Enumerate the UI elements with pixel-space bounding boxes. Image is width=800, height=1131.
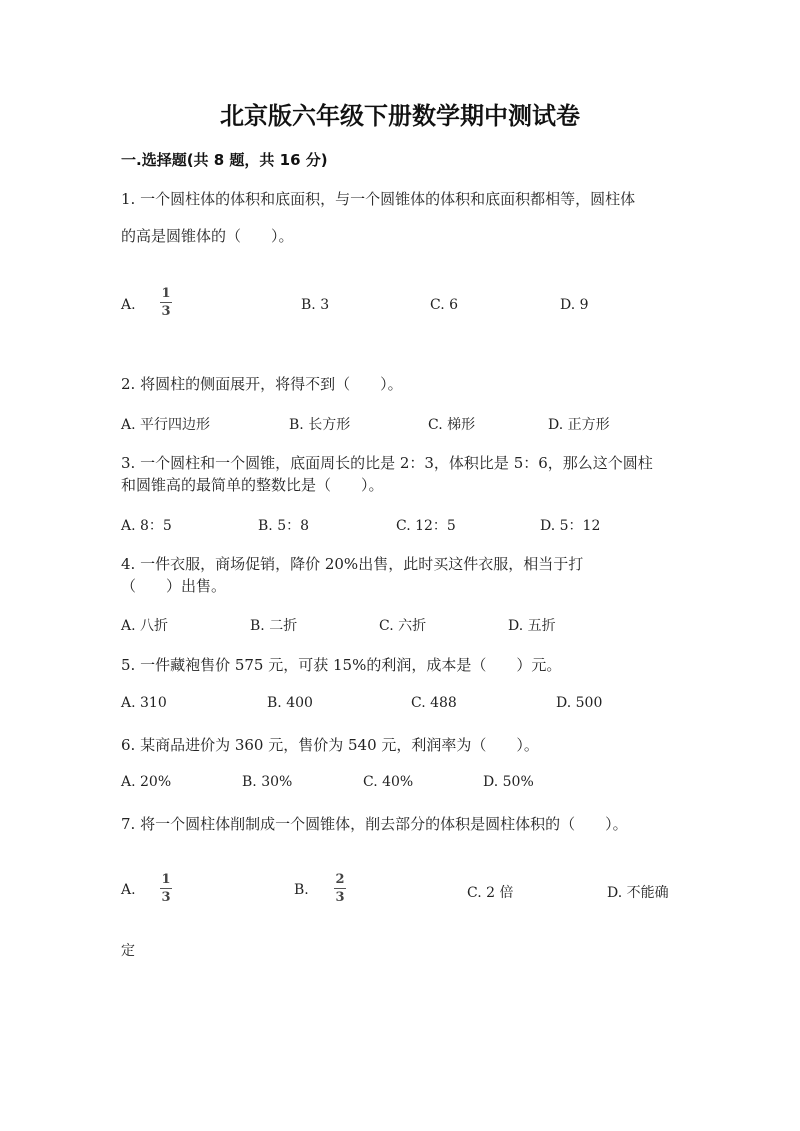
q1-option-c[interactable]: C. 6 bbox=[430, 297, 459, 313]
q6-option-a[interactable]: A. 20% bbox=[121, 774, 172, 790]
q7-option-b-fraction[interactable] bbox=[334, 873, 346, 904]
q3-option-d[interactable]: D. 5：12 bbox=[540, 518, 601, 534]
q1-fraction-denominator: 3 bbox=[161, 304, 171, 319]
q1-option-a-label[interactable]: A. bbox=[121, 297, 136, 313]
question-4-line-2: （ ）出售。 bbox=[121, 577, 227, 595]
page-title: 北京版六年级下册数学期中测试卷 bbox=[220, 102, 580, 130]
q7-option-d-continuation: 定 bbox=[121, 943, 135, 959]
q7-option-c[interactable]: C. 2 倍 bbox=[467, 885, 514, 901]
fraction-bar bbox=[160, 302, 172, 303]
q2-option-d[interactable]: D. 正方形 bbox=[548, 417, 610, 433]
q4-option-b[interactable]: B. 二折 bbox=[250, 618, 298, 634]
question-5-line-1: 5. 一件藏袍售价 575 元，可获 15%的利润，成本是（ ）元。 bbox=[121, 656, 562, 674]
q4-option-c[interactable]: C. 六折 bbox=[379, 618, 427, 634]
q2-option-b[interactable]: B. 长方形 bbox=[289, 417, 351, 433]
question-1-line-2: 的高是圆锥体的（ ）。 bbox=[121, 227, 294, 245]
question-3-line-1: 3. 一个圆柱和一个圆锥，底面周长的比是 2：3，体积比是 5：6，那么这个圆柱 bbox=[121, 454, 653, 472]
question-4-line-1: 4. 一件衣服，商场促销，降价 20%出售，此时买这件衣服，相当于打 bbox=[121, 555, 584, 573]
q4-option-d[interactable]: D. 五折 bbox=[508, 618, 556, 634]
fraction-bar bbox=[334, 888, 346, 889]
section-heading: 一.选择题(共 8 题，共 16 分) bbox=[121, 151, 328, 169]
q5-option-a[interactable]: A. 310 bbox=[121, 695, 167, 711]
q6-option-c[interactable]: C. 40% bbox=[363, 774, 414, 790]
q7-option-d[interactable]: D. 不能确 bbox=[607, 885, 669, 901]
q7a-fraction-denominator: 3 bbox=[161, 890, 171, 905]
q6-option-d[interactable]: D. 50% bbox=[483, 774, 534, 790]
q3-option-a[interactable]: A. 8：5 bbox=[121, 518, 172, 534]
q5-option-d[interactable]: D. 500 bbox=[556, 695, 603, 711]
q6-option-b[interactable]: B. 30% bbox=[242, 774, 293, 790]
question-6-line-1: 6. 某商品进价为 360 元，售价为 540 元，利润率为（ ）。 bbox=[121, 736, 539, 754]
q7b-fraction-numerator: 2 bbox=[335, 872, 345, 887]
fraction-bar bbox=[160, 888, 172, 889]
q3-option-c[interactable]: C. 12：5 bbox=[396, 518, 456, 534]
q3-option-b[interactable]: B. 5：8 bbox=[258, 518, 310, 534]
q7a-fraction-numerator: 1 bbox=[161, 872, 171, 887]
q1-option-d[interactable]: D. 9 bbox=[560, 297, 589, 313]
q1-fraction-numerator: 1 bbox=[161, 286, 171, 301]
question-3-line-2: 和圆锥高的最简单的整数比是（ ）。 bbox=[121, 476, 384, 494]
q4-option-a[interactable]: A. 八折 bbox=[121, 618, 169, 634]
q2-option-a[interactable]: A. 平行四边形 bbox=[121, 417, 211, 433]
q1-option-b[interactable]: B. 3 bbox=[301, 297, 330, 313]
q7-option-b-label[interactable]: B. bbox=[294, 882, 309, 898]
q2-option-c[interactable]: C. 梯形 bbox=[428, 417, 476, 433]
q7-option-a-fraction[interactable] bbox=[160, 873, 172, 904]
question-7-line-1: 7. 将一个圆柱体削制成一个圆锥体，削去部分的体积是圆柱体积的（ ）。 bbox=[121, 815, 628, 833]
question-2-line-1: 2. 将圆柱的侧面展开，将得不到（ ）。 bbox=[121, 375, 403, 393]
q1-option-a-fraction[interactable] bbox=[160, 287, 172, 318]
question-1-line-1: 1. 一个圆柱体的体积和底面积，与一个圆锥体的体积和底面积都相等，圆柱体 bbox=[121, 190, 636, 208]
q7-option-a-label[interactable]: A. bbox=[121, 882, 136, 898]
q5-option-b[interactable]: B. 400 bbox=[267, 695, 313, 711]
q7b-fraction-denominator: 3 bbox=[335, 890, 345, 905]
q5-option-c[interactable]: C. 488 bbox=[411, 695, 457, 711]
